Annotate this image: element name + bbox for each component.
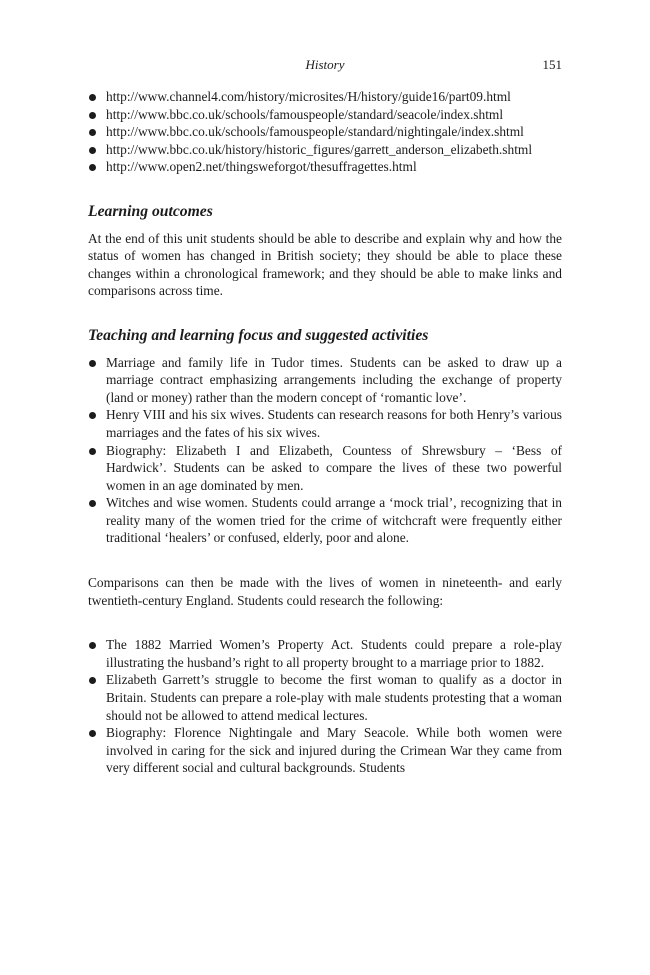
link-item xyxy=(88,123,562,141)
link-text: http://www.bbc.co.uk/schools/famouspeople/standard/nightingale/index.shtml xyxy=(106,124,524,140)
learning-outcomes-text: At the end of this unit students should be able to describe and explain why and how the status of women has changed in British society; they should be able to place these changes within a chronological framework; and they should be able to make links and comparisons across time. xyxy=(88,230,562,299)
bullet-icon xyxy=(89,500,96,507)
running-title: History xyxy=(305,57,345,72)
bullet-icon xyxy=(89,147,96,154)
bullet-icon xyxy=(89,112,96,119)
resource-link-list xyxy=(88,88,562,176)
list-item xyxy=(88,354,562,407)
link-item xyxy=(88,106,562,124)
list-item xyxy=(88,406,562,441)
bullet-icon xyxy=(89,94,96,101)
book-page xyxy=(88,56,562,777)
running-header xyxy=(88,56,562,74)
link-item xyxy=(88,88,562,106)
page-number: 151 xyxy=(542,57,562,72)
link-text: http://www.bbc.co.uk/schools/famouspeople/standard/seacole/index.shtml xyxy=(106,106,504,122)
link-item xyxy=(88,141,562,159)
list-item xyxy=(88,636,562,671)
bullet-icon xyxy=(89,730,96,737)
list-item-text: Biography: Florence Nightingale and Mary Seacole. While both women were involved in caring for the sick and injured during the Crimean War they came from very different social and cultural backgrounds. Students xyxy=(106,725,562,776)
comparisons-text: Comparisons can then be made with the lives of women in nineteenth- and early twentieth-century England. Students could research the following: xyxy=(88,575,562,608)
link-text: http://www.open2.net/thingsweforgot/thesuffragettes.html xyxy=(106,159,417,175)
list-item xyxy=(88,671,562,724)
link-text: http://www.channel4.com/history/microsites/H/history/guide16/part09.html xyxy=(106,89,511,104)
list-item-text: Elizabeth Garrett’s struggle to become the first woman to qualify as a doctor in Britain. Students can prepare a role-play with male students protesting that a woman should not be allowed to attend medical lectures. xyxy=(106,672,562,723)
list-item-text: Marriage and family life in Tudor times. Students can be asked to draw up a marriage contract emphasizing arrangements including the exchange of property (land or money) rather than the modern concept of ‘romantic love’. xyxy=(106,354,562,405)
link-item xyxy=(88,158,562,176)
list-item xyxy=(88,724,562,777)
learning-outcomes-heading: Learning outcomes xyxy=(88,202,213,220)
bullet-icon xyxy=(89,360,96,367)
link-text: http://www.bbc.co.uk/history/historic_figures/garrett_anderson_elizabeth.shtml xyxy=(106,141,533,157)
list-item-text: The 1882 Married Women’s Property Act. Students could prepare a role-play illustrating the husband’s right to all property brought to a marriage prior to 1882. xyxy=(106,637,562,670)
list-item-text: Witches and wise women. Students could arrange a ‘mock trial’, recognizing that in reality many of the women tried for the crime of witchcraft were frequently either traditional ‘healers’ or confused, elderly, poor and alone. xyxy=(106,495,562,546)
teaching-focus-heading: Teaching and learning focus and suggested activities xyxy=(88,326,429,344)
list-item xyxy=(88,442,562,495)
bullet-icon xyxy=(89,164,96,171)
bullet-icon xyxy=(89,642,96,649)
bullet-icon xyxy=(89,677,96,684)
list-item-text: Henry VIII and his six wives. Students can research reasons for both Henry’s various marriages and the fates of his six wives. xyxy=(106,407,562,440)
list-item xyxy=(88,494,562,547)
comparison-list xyxy=(88,636,562,777)
teaching-activity-list xyxy=(88,354,562,548)
bullet-icon xyxy=(89,129,96,136)
list-item-text: Biography: Elizabeth I and Elizabeth, Countess of Shrewsbury – ‘Bess of Hardwick’. Students can be asked to compare the lives of these two powerful women in an age dominated by men. xyxy=(106,442,562,493)
bullet-icon xyxy=(89,448,96,455)
bullet-icon xyxy=(89,412,96,419)
